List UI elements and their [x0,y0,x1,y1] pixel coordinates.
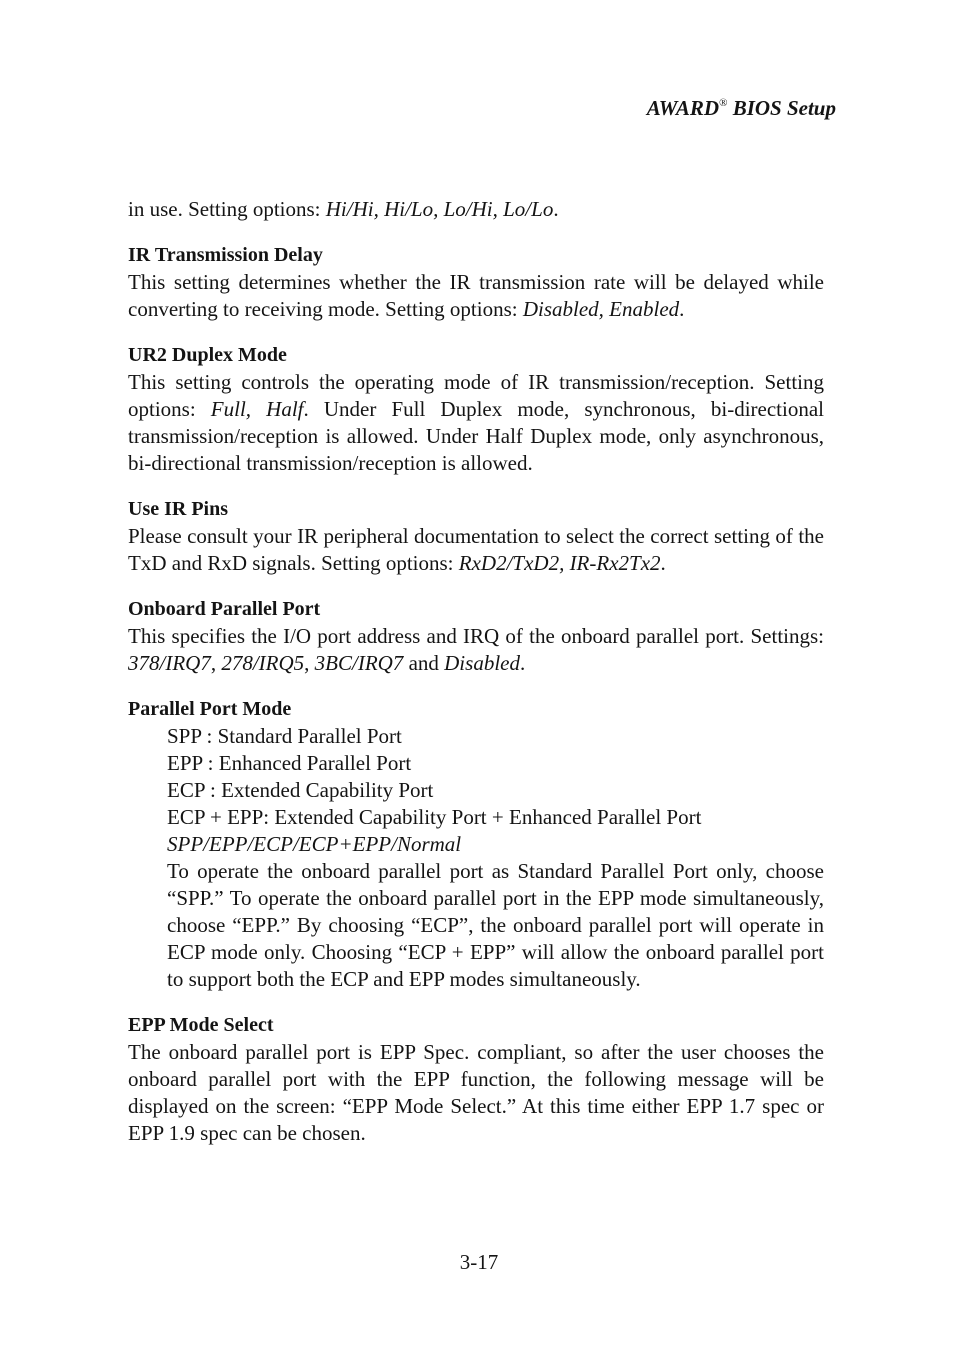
setting-option: 378/IRQ7 [128,651,211,675]
setting-options: Disabled, Enabled [522,297,680,321]
page-number: 3-17 [459,1250,499,1274]
intro-paragraph [128,196,824,223]
mode-list-item: EPP : Enhanced Parallel Port [167,751,412,775]
section-heading: Parallel Port Mode [128,698,292,720]
body-text: This specifies the I/O port address and IRQ of the onboard parallel port. Settings: [128,624,824,648]
conjunction: and [403,651,445,675]
section-body [128,369,824,477]
intro-options: Hi/Hi, Hi/Lo, Lo/Hi, Lo/Lo [325,197,554,221]
section-body [128,269,824,323]
section-heading: IR Transmission Delay [128,244,323,266]
separator: , [210,651,222,675]
mode-list-item: ECP + EPP: Extended Capability Port + Enhanced Parallel Port [167,805,702,829]
section-heading: Onboard Parallel Port [128,598,321,620]
mode-options [167,831,824,858]
section-epp-mode-select [128,1012,824,1147]
setting-options: Full, Half [210,397,304,421]
header-title: AWARD [646,96,720,120]
setting-option: 3BC/IRQ7 [314,651,404,675]
section-onboard-parallel-port [128,596,824,677]
body-end: . [679,297,685,321]
intro-end: . [553,197,559,221]
section-body: The onboard parallel port is EPP Spec. compliant, so after the user chooses the onboard parallel port with the EPP function, the following message will be displayed on the screen: “EPP Mode Select.” At this time either EPP 1.7 spec or EPP 1.9 spec can be chosen. [128,1040,824,1145]
body-text: This setting determines whether the IR transmission rate will be delayed while converting to receiving mode. Setting options: [128,270,824,321]
section-body [128,523,824,577]
body-text: This setting controls the operating mode of IR transmission/reception. Setting options: [128,370,824,421]
section-ir-transmission-delay [128,242,824,323]
body-end: . [660,551,666,575]
section-heading: UR2 Duplex Mode [128,344,287,366]
setting-option: 278/IRQ5 [221,651,305,675]
section-ur2-duplex-mode [128,342,824,477]
header-subtitle: BIOS Setup [732,96,836,120]
page-header [647,96,836,121]
body-end: . [519,651,526,675]
mode-list-item: ECP : Extended Capability Port [167,778,434,802]
section-heading: EPP Mode Select [128,1014,274,1036]
mode-list-item: SPP : Standard Parallel Port [167,724,402,748]
setting-options: RxD2/TxD2, IR-Rx2Tx2 [458,551,661,575]
section-parallel-port-mode [128,696,824,993]
separator: , [304,651,315,675]
section-body [128,623,824,677]
section-use-ir-pins [128,496,824,577]
mode-description: To operate the onboard parallel port as Standard Parallel Port only, choose “SPP.” To operate the onboard parallel port in the EPP mode simultaneously, choose “EPP.” By choosing “ECP”, the onboard parallel port will operate in ECP mode only. Choosing “ECP + EPP” will allow the onboard parallel port to support both the ECP and EPP modes simultaneously. [167,859,824,991]
mode-list [128,723,824,993]
setting-options: SPP/EPP/ECP/ECP+EPP/Normal [167,832,462,856]
body-text: Please consult your IR peripheral documentation to select the correct setting of the TxD and RxD signals. Setting options: [128,524,824,575]
setting-option: Disabled [444,651,520,675]
intro-text: in use. Setting options: [128,197,326,221]
page-content [128,196,824,1147]
section-heading: Use IR Pins [128,498,229,520]
body-text-continued: . Under Full Duplex mode, synchronous, bi-directional transmission/reception is allowed. Under Half Duplex mode, only asynchronous, bi-directional transmission/reception is allowed. [128,397,824,475]
registered-mark: ® [719,97,728,109]
